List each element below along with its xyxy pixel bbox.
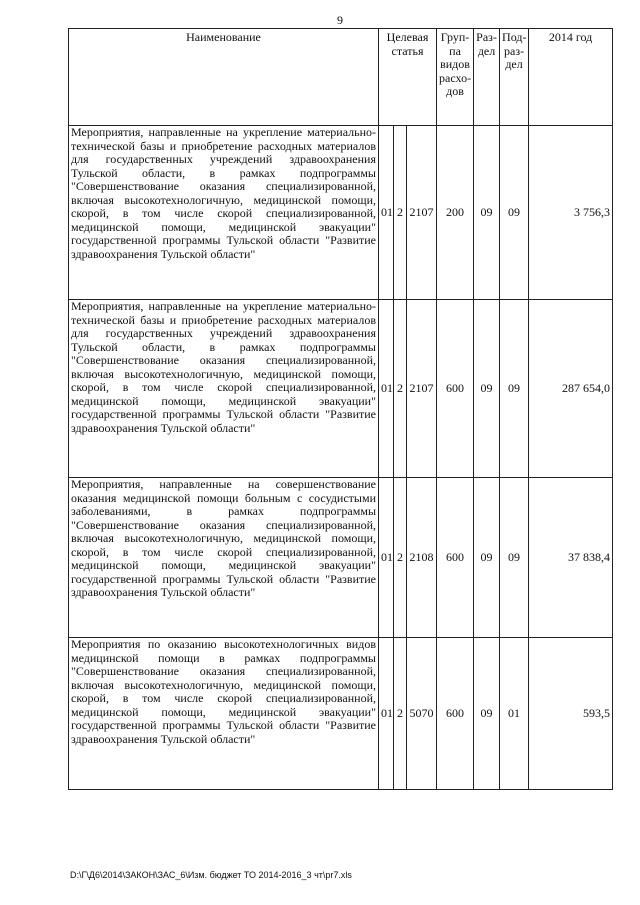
subsection-cell: 09 xyxy=(500,126,529,300)
expense-group-cell: 200 xyxy=(437,126,474,300)
amount-cell: 37 838,4 xyxy=(529,478,613,638)
header-subsection: Под-раз-дел xyxy=(500,29,529,126)
page-number: 9 xyxy=(337,13,343,27)
header-name: Наименование xyxy=(69,29,379,126)
expense-group-cell: 600 xyxy=(437,478,474,638)
target-article-part-2: 2 xyxy=(394,478,407,638)
section-cell: 09 xyxy=(474,478,500,638)
subsection-cell: 09 xyxy=(500,300,529,478)
header-section: Раз-дел xyxy=(474,29,500,126)
table-row xyxy=(69,126,613,300)
row-name: Мероприятия по оказанию высокотехнологичных видов медицинской помощи в рамках подпрограммы "Совершенствование оказания специализированной, включая высокотехнологичную, медицинской помощи, скорой, в том числе скорой специализированной, медицинской помощи, медицинской эвакуации" государственной программы Тульской области "Развитие здравоохранения Тульской области" xyxy=(69,638,379,790)
expense-group-cell: 600 xyxy=(437,300,474,478)
row-name: Мероприятия, направленные на совершенствование оказания медицинской помощи больным с сосудистыми заболеваниями, в рамках подпрограммы "Совершенствование оказания специализированной, включая высокотехнологичную, медицинской помощи, скорой, в том числе скорой специализированной, медицинской помощи, медицинской эвакуации" государственной программы Тульской области "Развитие здравоохранения Тульской области" xyxy=(69,478,379,638)
table-row xyxy=(69,300,613,478)
header-target-article: Целевая статья xyxy=(379,29,437,126)
expense-group-cell: 600 xyxy=(437,638,474,790)
target-article-part-3: 2107 xyxy=(407,300,437,478)
target-article-part-2: 2 xyxy=(394,300,407,478)
target-article-part-3: 2107 xyxy=(407,126,437,300)
table-header-row xyxy=(69,29,613,126)
target-article-part-3: 5070 xyxy=(407,638,437,790)
section-cell: 09 xyxy=(474,300,500,478)
header-expense-group: Груп-па видов расхо-дов xyxy=(437,29,474,126)
section-cell: 09 xyxy=(474,126,500,300)
target-article-part-2: 2 xyxy=(394,638,407,790)
subsection-cell: 01 xyxy=(500,638,529,790)
target-article-part-2: 2 xyxy=(394,126,407,300)
budget-table xyxy=(68,28,613,790)
section-cell: 09 xyxy=(474,638,500,790)
target-article-part-1: 01 xyxy=(379,638,394,790)
target-article-part-3: 2108 xyxy=(407,478,437,638)
amount-cell: 3 756,3 xyxy=(529,126,613,300)
target-article-part-1: 01 xyxy=(379,300,394,478)
header-year-2014: 2014 год xyxy=(529,29,613,126)
row-name: Мероприятия, направленные на укрепление материально-технической базы и приобретение расходных материалов для государственных учреждений здравоохранения Тульской области, в рамках подпрограммы "Совершенствование оказания специализированной, включая высокотехнологичную, медицинской помощи, скорой, в том числе скорой специализированной, медицинской помощи, медицинской эвакуации" государственной программы Тульской области "Развитие здравоохранения Тульской области" xyxy=(69,126,379,300)
subsection-cell: 09 xyxy=(500,478,529,638)
row-name: Мероприятия, направленные на укрепление материально-технической базы и приобретение расходных материалов для государственных учреждений здравоохранения Тульской области, в рамках подпрограммы "Совершенствование оказания специализированной, включая высокотехнологичную, медицинской помощи, скорой, в том числе скорой специализированной, медицинской помощи, медицинской эвакуации" государственной программы Тульской области "Развитие здравоохранения Тульской области" xyxy=(69,300,379,478)
amount-cell: 287 654,0 xyxy=(529,300,613,478)
target-article-part-1: 01 xyxy=(379,478,394,638)
target-article-part-1: 01 xyxy=(379,126,394,300)
file-path-footer: D:\Г\Д6\2014\ЗАКОН\ЗАС_6\Изм. бюджет ТО 2014-2016_3 чт\pr7.xls xyxy=(70,870,352,880)
table-row xyxy=(69,478,613,638)
amount-cell: 593,5 xyxy=(529,638,613,790)
table-row xyxy=(69,638,613,790)
